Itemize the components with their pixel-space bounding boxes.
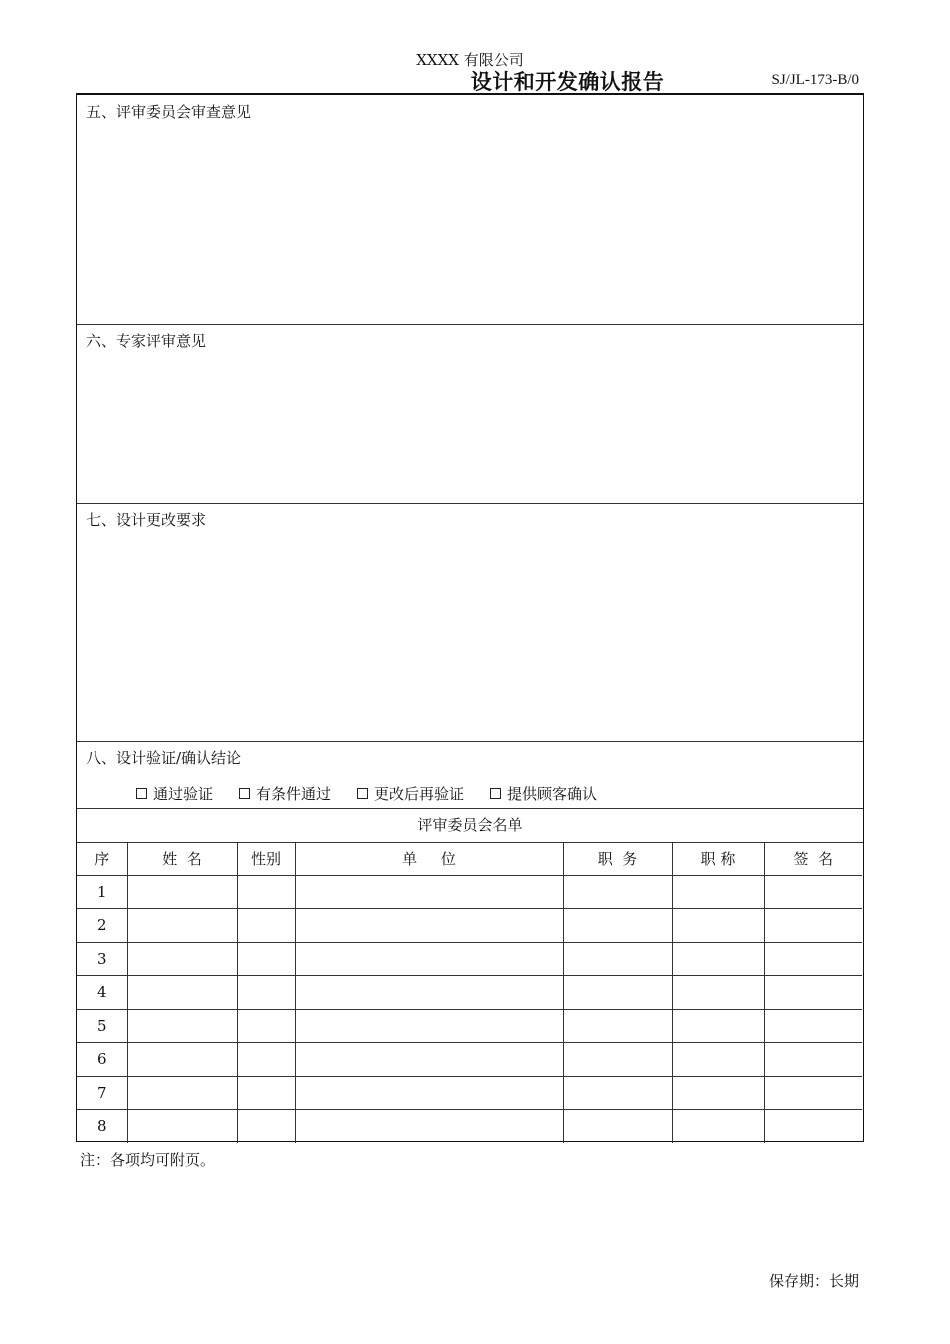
cell-name[interactable] — [127, 1009, 237, 1043]
row-number: 2 — [77, 909, 127, 943]
cell-unit[interactable] — [295, 1043, 563, 1077]
col-unit: 单 位 — [295, 842, 563, 875]
option-reverify[interactable] — [357, 783, 464, 804]
cell-unit[interactable] — [295, 1009, 563, 1043]
form-code: SJ/JL-173-B/0 — [771, 72, 859, 88]
option-label: 更改后再验证 — [374, 785, 465, 803]
checkbox-icon[interactable] — [490, 788, 501, 799]
col-title: 职 称 — [672, 842, 764, 875]
row-number: 1 — [77, 875, 127, 909]
col-position: 职 务 — [563, 842, 672, 875]
roster-title: 评审委员会名单 — [77, 808, 863, 843]
cell-name[interactable] — [127, 942, 237, 976]
option-conditional[interactable] — [239, 783, 331, 804]
section-expert-opinion[interactable] — [77, 324, 863, 504]
cell-position[interactable] — [563, 976, 672, 1010]
cell-gender[interactable] — [237, 942, 295, 976]
cell-signature[interactable] — [764, 909, 862, 943]
row-number: 6 — [77, 1043, 127, 1077]
cell-signature[interactable] — [764, 1043, 862, 1077]
row-number: 3 — [77, 942, 127, 976]
section-expert-opinion-label: 六、专家评审意见 — [86, 332, 207, 350]
cell-gender[interactable] — [237, 976, 295, 1010]
table-row — [77, 976, 862, 1010]
col-name: 姓 名 — [127, 842, 237, 875]
retention-period: 保存期：长期 — [768, 1272, 859, 1290]
cell-position[interactable] — [563, 1009, 672, 1043]
cell-title[interactable] — [672, 976, 764, 1010]
cell-unit[interactable] — [295, 875, 563, 909]
cell-title[interactable] — [672, 942, 764, 976]
cell-gender[interactable] — [237, 1009, 295, 1043]
table-row — [77, 1043, 862, 1077]
cell-title[interactable] — [672, 1043, 764, 1077]
table-row — [77, 1076, 862, 1110]
cell-name[interactable] — [127, 909, 237, 943]
cell-name[interactable] — [127, 1110, 237, 1143]
cell-title[interactable] — [672, 1076, 764, 1110]
row-number: 4 — [77, 976, 127, 1010]
footnote: 注：各项均可附页。 — [80, 1151, 216, 1169]
cell-unit[interactable] — [295, 1110, 563, 1143]
cell-signature[interactable] — [764, 976, 862, 1010]
checkbox-icon[interactable] — [239, 788, 250, 799]
option-label: 提供顾客确认 — [507, 785, 598, 803]
cell-title[interactable] — [672, 1110, 764, 1143]
table-row — [77, 1009, 862, 1043]
roster-header-row — [77, 842, 862, 875]
cell-position[interactable] — [563, 1110, 672, 1143]
cell-signature[interactable] — [764, 1076, 862, 1110]
section-committee-opinion-label: 五、评审委员会审查意见 — [86, 103, 252, 121]
cell-position[interactable] — [563, 942, 672, 976]
cell-gender[interactable] — [237, 875, 295, 909]
cell-gender[interactable] — [237, 1043, 295, 1077]
table-row — [77, 1110, 862, 1143]
cell-name[interactable] — [127, 1076, 237, 1110]
row-number: 5 — [77, 1009, 127, 1043]
cell-unit[interactable] — [295, 1076, 563, 1110]
col-gender: 性别 — [237, 842, 295, 875]
cell-gender[interactable] — [237, 1076, 295, 1110]
table-row — [77, 875, 862, 909]
cell-signature[interactable] — [764, 1009, 862, 1043]
section-conclusion — [77, 741, 863, 809]
cell-name[interactable] — [127, 1043, 237, 1077]
cell-title[interactable] — [672, 909, 764, 943]
company-name: XXXX 有限公司 — [416, 51, 524, 69]
checkbox-icon[interactable] — [357, 788, 368, 799]
table-row — [77, 942, 862, 976]
cell-position[interactable] — [563, 1076, 672, 1110]
option-customer-confirm[interactable] — [490, 783, 597, 804]
cell-position[interactable] — [563, 875, 672, 909]
cell-name[interactable] — [127, 875, 237, 909]
row-number: 8 — [77, 1110, 127, 1143]
cell-name[interactable] — [127, 976, 237, 1010]
cell-position[interactable] — [563, 1043, 672, 1077]
roster-table — [77, 842, 862, 1143]
row-number: 7 — [77, 1076, 127, 1110]
cell-gender[interactable] — [237, 1110, 295, 1143]
cell-title[interactable] — [672, 875, 764, 909]
cell-title[interactable] — [672, 1009, 764, 1043]
report-form — [76, 93, 864, 1142]
option-label: 通过验证 — [153, 785, 214, 803]
option-passed[interactable] — [136, 783, 213, 804]
option-label: 有条件通过 — [256, 785, 332, 803]
conclusion-options — [136, 783, 597, 804]
col-signature: 签 名 — [764, 842, 862, 875]
col-seq: 序 — [77, 842, 127, 875]
cell-unit[interactable] — [295, 909, 563, 943]
cell-unit[interactable] — [295, 942, 563, 976]
cell-unit[interactable] — [295, 976, 563, 1010]
cell-signature[interactable] — [764, 942, 862, 976]
table-row — [77, 909, 862, 943]
cell-gender[interactable] — [237, 909, 295, 943]
section-committee-opinion[interactable] — [77, 95, 863, 325]
cell-signature[interactable] — [764, 1110, 862, 1143]
cell-signature[interactable] — [764, 875, 862, 909]
report-title: 设计和开发确认报告 — [470, 69, 665, 94]
section-change-requirements[interactable] — [77, 503, 863, 742]
cell-position[interactable] — [563, 909, 672, 943]
section-change-requirements-label: 七、设计更改要求 — [86, 511, 207, 529]
section-conclusion-label: 八、设计验证/确认结论 — [86, 749, 242, 767]
checkbox-icon[interactable] — [136, 788, 147, 799]
